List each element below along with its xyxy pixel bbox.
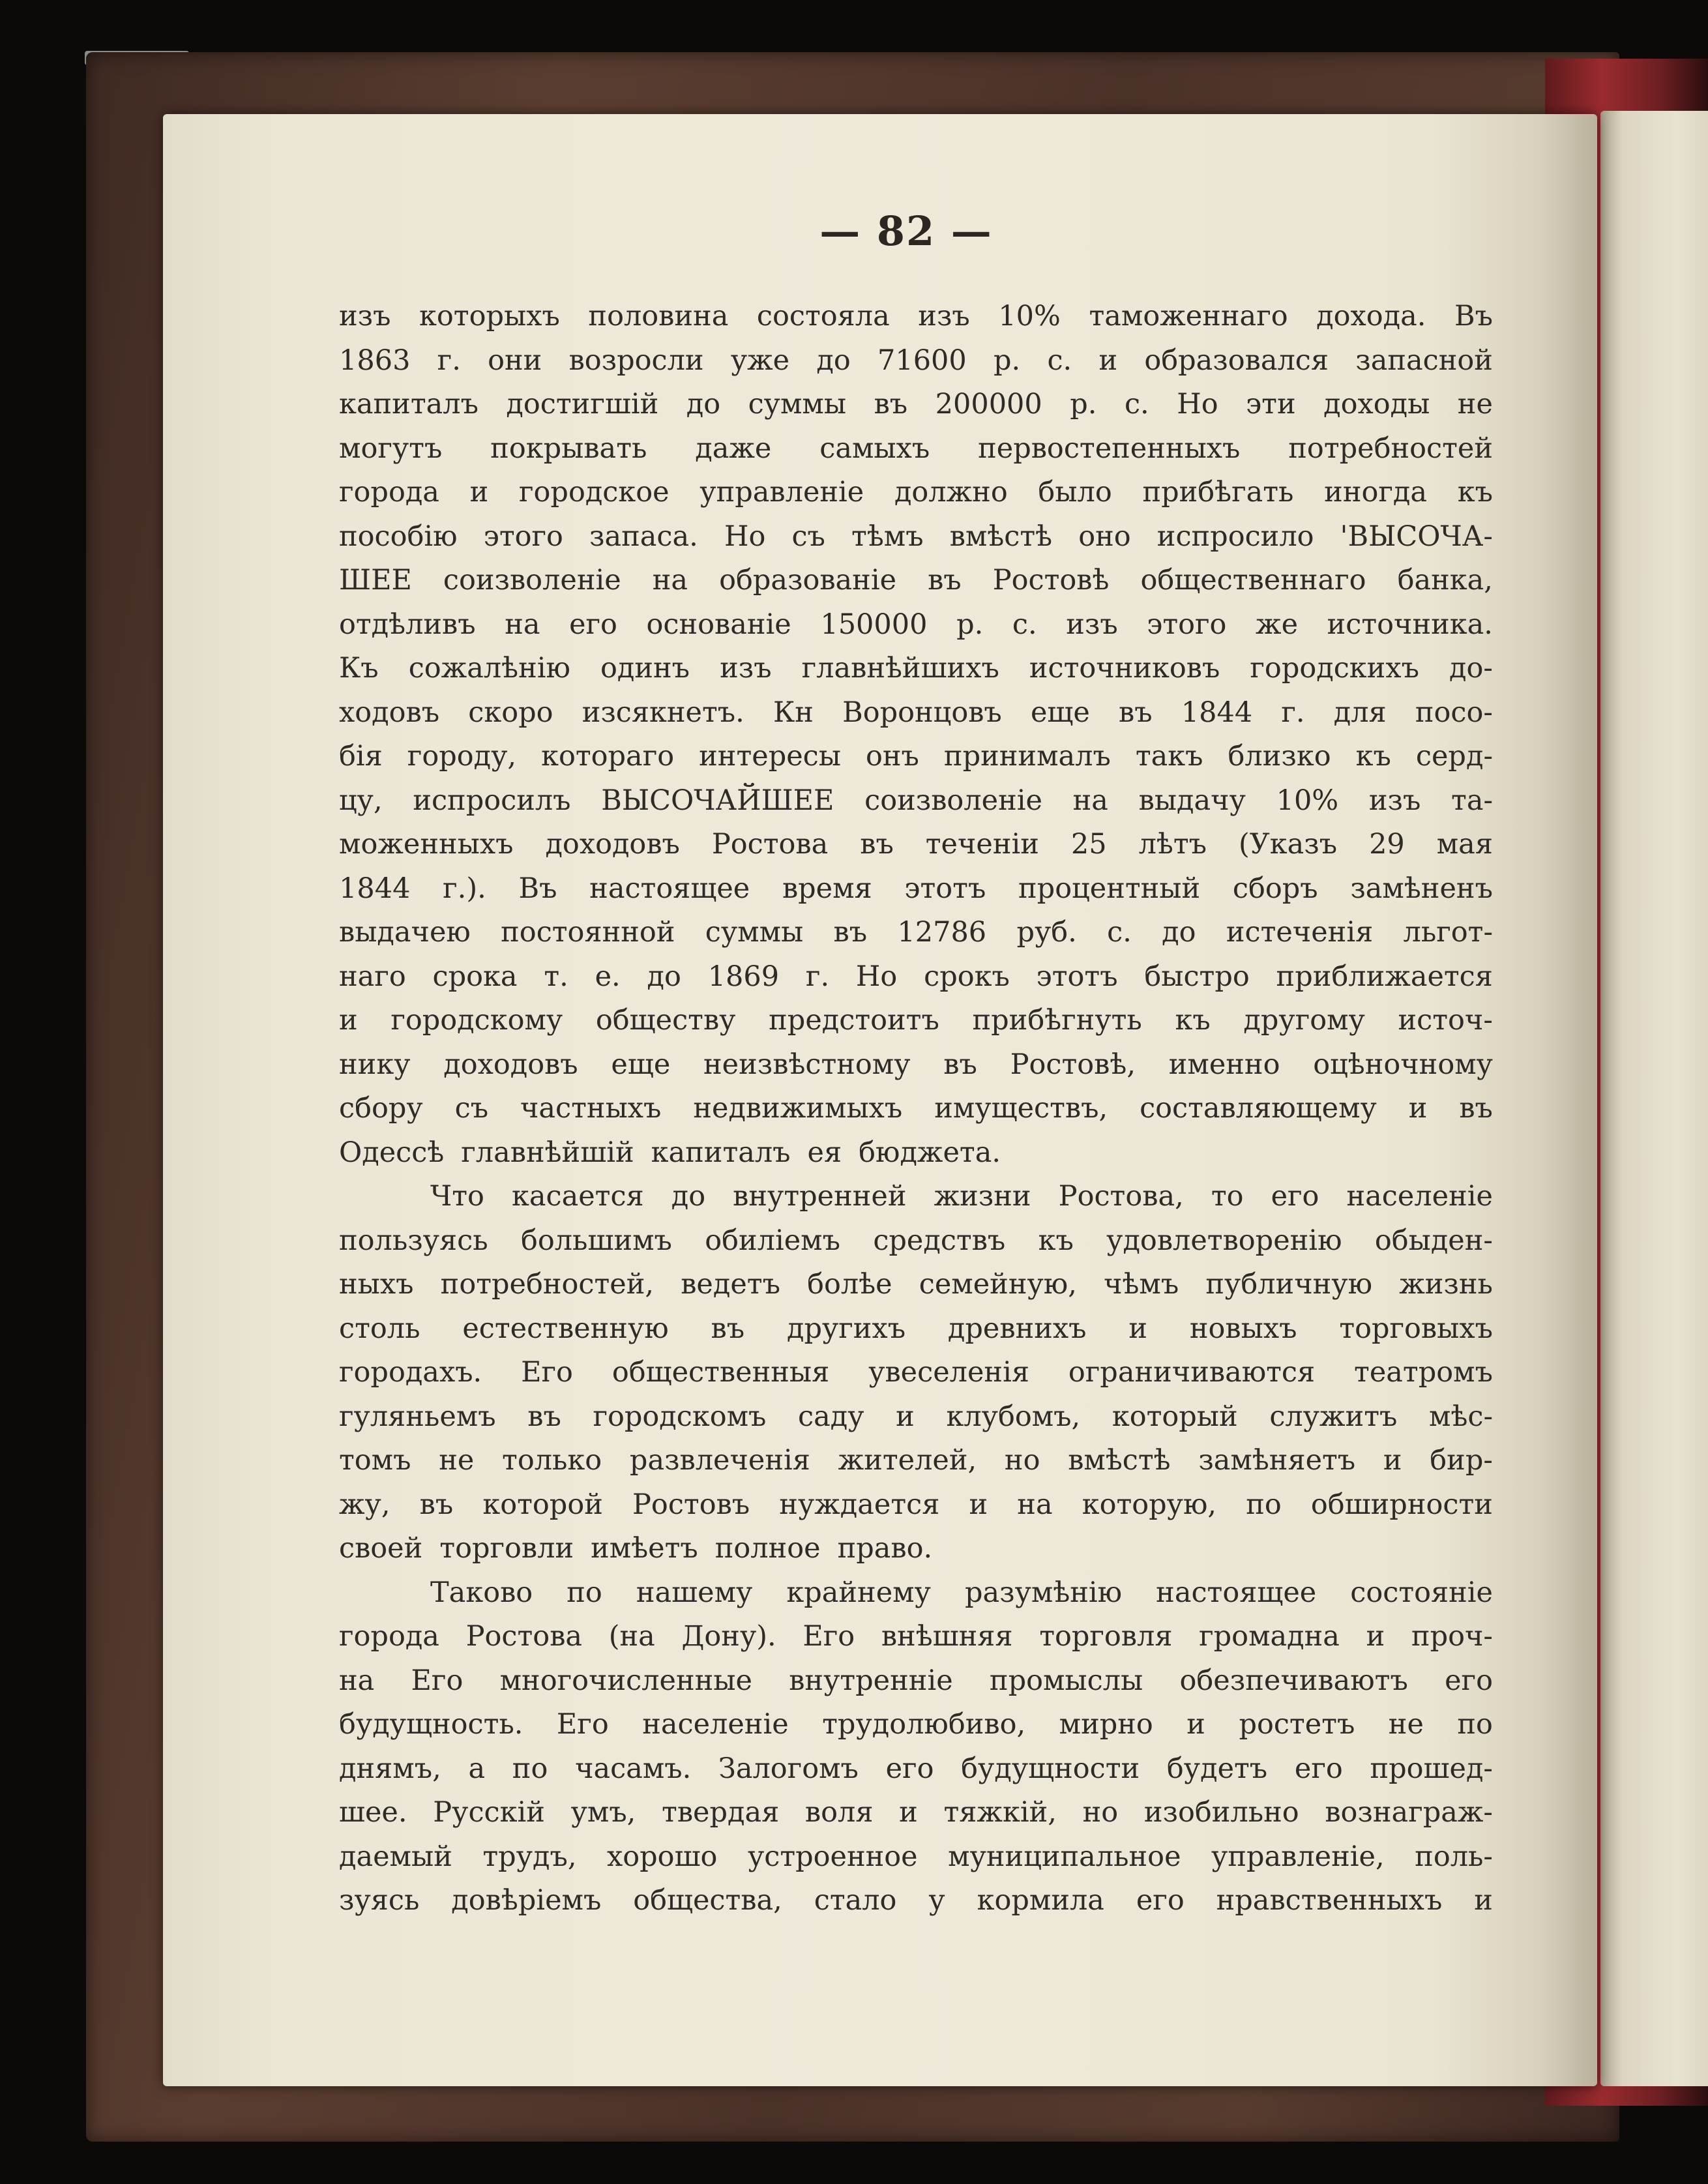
text-line: ныхъ потребностей, ведетъ болѣе семейную, чѣмъ публичную жизнь <box>339 1268 1493 1301</box>
text-line: зуясь довѣріемъ общества, стало у кормила его нравственныхъ и <box>339 1884 1493 1917</box>
text-line: Одессѣ главнѣйшій капиталъ ея бюджета. <box>339 1136 1001 1169</box>
text-line: на Его многочисленные внутренніе промыслы обезпечиваютъ его <box>339 1664 1493 1697</box>
right-page <box>1600 111 1708 2086</box>
text-line: 1863 г. они возросли уже до 71600 р. с. и образовался запасной <box>339 344 1493 377</box>
text-line: жу, въ которой Ростовъ нуждается и на которую, по обширности <box>339 1488 1493 1521</box>
text-line: днямъ, а по часамъ. Залогомъ его будущности будетъ его прошед- <box>339 1752 1493 1785</box>
text-line: городахъ. Его общественныя увеселенія ограничиваются театромъ <box>339 1356 1493 1389</box>
text-line: и городскому обществу предстоитъ прибѣгнуть къ другому источ- <box>339 1004 1493 1037</box>
text-line: выдачею постоянной суммы въ 12786 руб. с. до истеченія льгот- <box>339 916 1493 949</box>
page-text <box>339 295 1493 1923</box>
text-line: изъ которыхъ половина состояла изъ 10% таможеннаго дохода. Въ <box>339 300 1493 332</box>
text-line: цу, испросилъ ВЫСОЧАЙШЕЕ соизволеніе на выдачу 10% изъ та- <box>339 784 1493 817</box>
text-line: нику доходовъ еще неизвѣстному въ Ростовѣ, именно оцѣночному <box>339 1048 1493 1081</box>
text-line: Таково по нашему крайнему разумѣнію настоящее состояніе <box>430 1576 1493 1609</box>
text-line: гуляньемъ въ городскомъ саду и клубомъ, который служитъ мѣс- <box>339 1400 1493 1433</box>
text-line: шее. Русскій умъ, твердая воля и тяжкій, но изобильно вознаграж- <box>339 1796 1493 1829</box>
text-line: будущность. Его населеніе трудолюбиво, мирно и ростетъ не по <box>339 1708 1493 1741</box>
text-line: пользуясь большимъ обиліемъ средствъ къ удовлетворенію обыден- <box>339 1224 1493 1257</box>
text-line: города Ростова (на Дону). Его внѣшняя торговля громадна и проч- <box>339 1620 1493 1653</box>
text-line: даемый трудъ, хорошо устроенное муниципальное управленіе, поль- <box>339 1840 1493 1873</box>
text-line: отдѣливъ на его основаніе 150000 р. с. изъ этого же источника. <box>339 608 1493 641</box>
page-number: — 82 — <box>819 207 993 255</box>
text-line: столь естественную въ другихъ древнихъ и новыхъ торговыхъ <box>339 1312 1493 1345</box>
text-line: ходовъ скоро изсякнетъ. Кн Воронцовъ еще въ 1844 г. для посо- <box>339 696 1493 729</box>
text-line: капиталъ достигшій до суммы въ 200000 р. с. Но эти доходы не <box>339 388 1493 421</box>
text-line: Къ сожалѣнію одинъ изъ главнѣйшихъ источниковъ городскихъ до- <box>339 652 1493 685</box>
text-line: моженныхъ доходовъ Ростова въ теченіи 25 лѣтъ (Указъ 29 мая <box>339 828 1493 861</box>
text-line: наго срока т. е. до 1869 г. Но срокъ этотъ быстро приближается <box>339 960 1493 993</box>
text-line: 1844 г.). Въ настоящее время этотъ процентный сборъ замѣненъ <box>339 872 1493 905</box>
text-line: ШЕЕ соизволеніе на образованіе въ Ростовѣ общественнаго банка, <box>339 564 1493 597</box>
text-line: Что касается до внутренней жизни Ростова, то его населеніе <box>430 1180 1493 1213</box>
text-line: города и городское управленіе должно было прибѣгать иногда къ <box>339 476 1493 509</box>
text-line: своей торговли имѣетъ полное право. <box>339 1532 933 1565</box>
text-line: бія городу, котораго интересы онъ принималъ такъ близко къ серд- <box>339 740 1493 773</box>
text-line: пособію этого запаса. Но съ тѣмъ вмѣстѣ оно испросило 'ВЫСОЧА- <box>339 520 1493 553</box>
text-line: томъ не только развлеченія жителей, но вмѣстѣ замѣняетъ и бир- <box>339 1444 1493 1477</box>
text-line: сбору съ частныхъ недвижимыхъ имуществъ, составляющему и въ <box>339 1092 1493 1125</box>
text-line: могутъ покрывать даже самыхъ первостепенныхъ потребностей <box>339 432 1493 465</box>
